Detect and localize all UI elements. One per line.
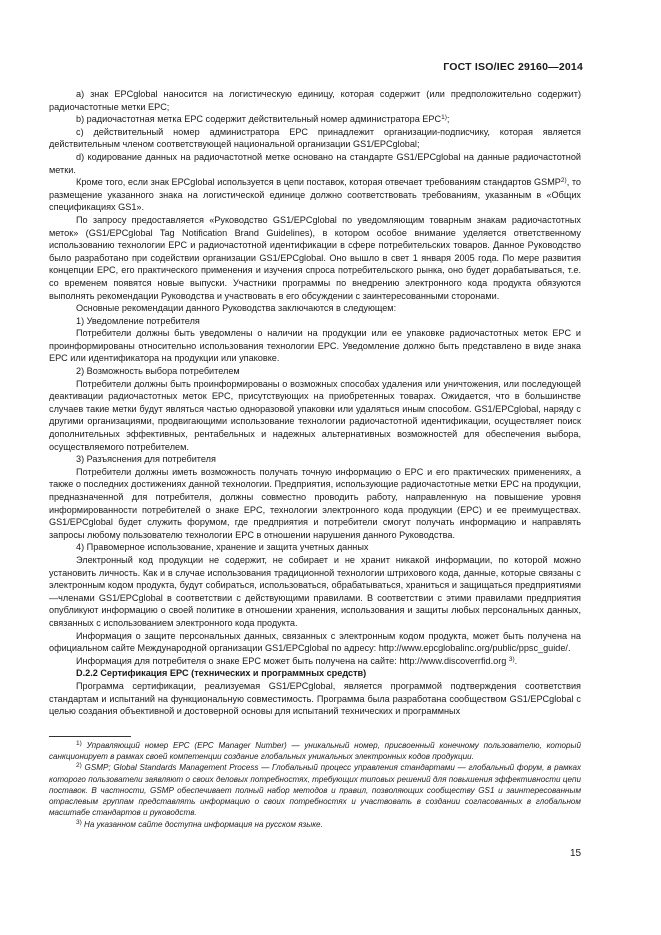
page-body bbox=[49, 88, 581, 830]
section-heading: D.2.2 Сертификация EPC (технических и программных средств) bbox=[76, 668, 367, 679]
footnote: $^{1)}$ Управляющий номер EPC (EPC Manager Number) — уникальный номер, присвоенный конечному пользователю, который санкционирует в рамках своей компетенции создание глобальных уникальных электронных кодов продукции. bbox=[49, 739, 581, 761]
paragraph: Потребители должны иметь возможность получать точную информацию о EPC и его практических применениях, а также о последних достижениях данной технологии. Предприятия, использующие радиочастотные метки EPC на продукции, предназначенной для потребителя, должны совместно проводить работу, направленную на повышение уровня информированности потребителей о знаке EPC, технологии электронного кода продукции (EPC) и ее преимуществах. GS1/EPCglobal будет служить форумом, где предприятия и потребители смогут получать информацию и направлять запросы любому пользователю технологии EPC в отношении нарушения данного Руководства. bbox=[49, 466, 581, 540]
paragraph: Потребители должны быть проинформированы о возможных способах удаления или уничтожения, или последующей деактивации радиочастотных меток EPC, присутствующих на приобретенных товарах. Ожидается, что в большинстве случаев такие метки будут являться частью одноразовой упаковки или удаляться иным способом. GS1/EPCglobal, наряду с другими организациями, продвигающими использование технологии радиочастотной идентификации, осуществляет поиск дополнительных эффективных, рентабельных и надежных альтернативных возможностей для обеспечения выбора, осуществляемого потребителем. bbox=[49, 378, 581, 452]
footnote-ref: 3) bbox=[508, 655, 515, 663]
footnote: $^{3)}$ На указанном сайте доступна информация на русском языке. bbox=[76, 818, 323, 829]
paragraph: Потребители должны быть уведомлены о наличии на продукции или ее упаковке радиочастотных меток EPC и проинформированы относительно использования технологии EPC. Уведомление должно быть представлено в виде знака EPC или идентификатора на продукции или упаковке. bbox=[49, 328, 581, 364]
paragraph: a) знак EPCglobal наносится на логистическую единицу, которая содержит (или предположительно содержит) радиочастотные метки EPC; bbox=[49, 89, 581, 112]
list-heading: 2) Возможность выбора потребителем bbox=[76, 366, 240, 377]
paragraph: d) кодирование данных на радиочастотной метке основано на стандарте GS1/EPCglobal на данные радиочастотной метки. bbox=[49, 151, 581, 175]
list-heading: 3) Разъяснения для потребителя bbox=[76, 454, 216, 465]
paragraph: Информация о защите персональных данных, связанных с электронным кодом продукта, может быть получена на официальном сайте Международной организации GS1/EPCglobal по адресу: http://www.epcglobalinc.org/public/ppsc_guide/. bbox=[49, 630, 581, 654]
footnote: $^{2)}$ GSMP; Global Standards Management Process — Глобальный процесс управления стандартами — глобальный форум, в рамках которого пользователи заявляют о своих деловых потребностях, требующих типовых решений для повышения эффективности цепи поставок. В частности, GSMP обеспечивает полный набор методов и правил, позволяющих сообществу GS1 и заинтересованным отраслевым группам представлять информацию о своих потребностях и участвовать в создании согласованных в глобальном масштабе стандартов и руководств. bbox=[49, 762, 582, 818]
footnote-ref: 1) bbox=[441, 114, 447, 122]
paragraph: b) радиочастотная метка EPC содержит действительный номер администратора EPC$^{1)}$; bbox=[76, 114, 450, 125]
paragraph: Программа сертификации, реализуемая GS1/EPCglobal, является программой подтверждения соответствия стандартам и испытаний на функциональную совместимость. Программа была разработана сообществом GS1/EPCglobal с целью создания объективной и достоверной основы для испытаний технических и программных bbox=[49, 680, 581, 717]
list-heading: 1) Уведомление потребителя bbox=[76, 315, 200, 326]
list-heading: 4) Правомерное использование, хранение и защита учетных данных bbox=[76, 542, 369, 553]
paragraph: По запросу предоставляется «Руководство GS1/EPCglobal по уведомляющим товарным знакам радиочастотных меток» (GS1/EPCglobal Tag Notification Brand Guidelines), в котором особое внимание уделяется ответственному использованию технологии EPC и радиочастотной идентификации в сфере потребительских товаров. Данное Руководство было разработано при содействии организации GS1/EPCglobal. Оно вышло в свет 1 января 2005 года. По мере развития концепции EPC, его практического применения и изучения спроса потребительского рынка, оно будет дорабатываться, т.е. со временем появятся новые выпуски. Участники программы по внедрению электронного кода продукта обязуются выполнять рекомендации Руководства и участвовать в его обсуждении с заинтересованными сторонами. bbox=[49, 214, 581, 301]
footnote-ref: 2) bbox=[560, 177, 567, 185]
paragraph: Информация для потребителя о знаке EPC может быть получена на сайте: http://www.discoverrfid.org $^{3)}$. bbox=[76, 655, 518, 666]
paragraph: Основные рекомендации данного Руководства заключаются в следующем: bbox=[76, 303, 397, 314]
footnote-divider bbox=[49, 736, 131, 737]
paragraph: Электронный код продукции не содержит, не собирает и не хранит никакой информации, по которой можно установить личность. Как и в случае использования традиционной технологии штрихового кода, данные, которые связаны с электронным кодом продукта, будут собираться, использоваться, обрабатываться, храниться и защищаться предприятиями—членами GS1/EPCglobal в соответствии с действующими правилами. В соответствии с этими правилами предприятия опубликуют информацию о своей политике в отношении хранения, использования и защиты любых персональных данных, связанных с использованием электронного кода продукта. bbox=[49, 554, 581, 628]
paragraph: c) действительный номер администратора EPC принадлежит организации-подписчику, которая является действительным членом соответствующей национальной организации GS1/EPCglobal; bbox=[49, 126, 581, 150]
page-number: 15 bbox=[570, 848, 582, 859]
paragraph: Кроме того, если знак EPCglobal используется в цепи поставок, которая отвечает требованиям стандартов GSMP$^{2)}$, то размещение указанного знака на логистической единице должно соответствовать требованиям, указанным в «Общих спецификациях GS1». bbox=[49, 177, 581, 213]
document-header: ГОСТ ISO/IEC 29160—2014 bbox=[443, 61, 583, 73]
